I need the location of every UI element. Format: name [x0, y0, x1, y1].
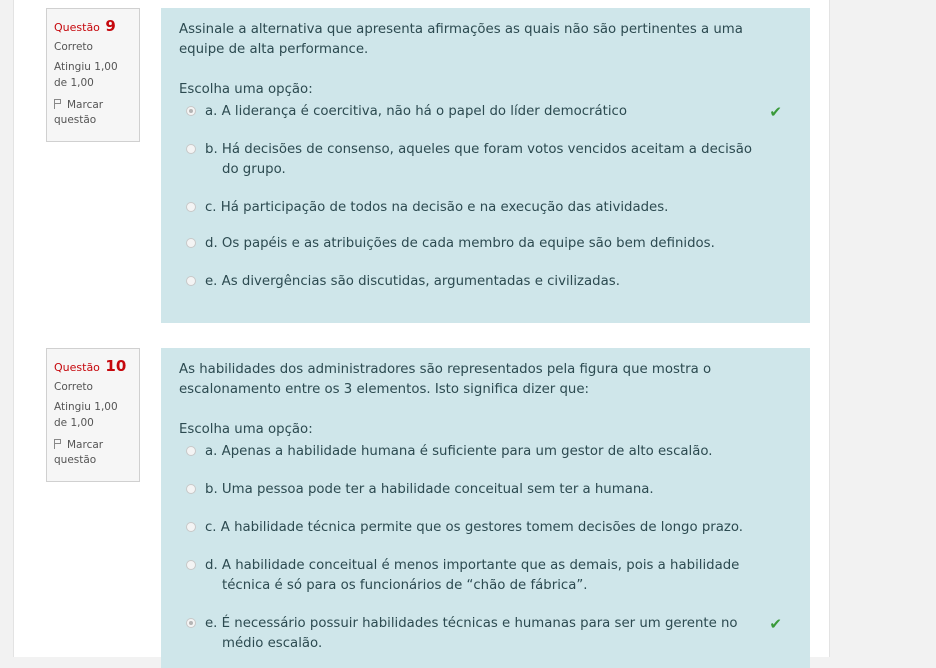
option-label: a. A liderança é coercitiva, não há o papel do líder democrático: [205, 104, 627, 119]
question-number-value: 10: [105, 357, 127, 375]
option-label: c. A habilidade técnica permite que os gestores tomem decisões de longo prazo.: [205, 520, 743, 535]
option-label: b. Há decisões de consenso, aqueles que foram votos vencidos aceitam a decisão do grupo.: [205, 142, 752, 177]
answer-options: [179, 442, 792, 654]
answer-option[interactable]: [179, 140, 792, 180]
question-text: As habilidades dos administradores são representados pela figura que mostra o escalonamento entre os 3 elementos. Isto significa dizer que:: [179, 362, 712, 397]
question-number: [54, 357, 132, 375]
answer-option[interactable]: [179, 556, 792, 596]
question-state: Correto: [54, 41, 93, 53]
answer-option[interactable]: [179, 102, 792, 122]
flag-question-link[interactable]: [54, 438, 132, 470]
answer-option[interactable]: [179, 442, 792, 462]
check-icon: ✔: [769, 615, 782, 633]
radio-button[interactable]: [186, 106, 196, 116]
answer-option[interactable]: [179, 614, 792, 654]
check-icon: ✔: [769, 103, 782, 121]
answer-option[interactable]: [179, 198, 792, 218]
flag-icon: [54, 439, 63, 449]
answer-prompt: Escolha uma opção:: [179, 82, 313, 97]
answer-prompt: Escolha uma opção:: [179, 422, 313, 437]
radio-button[interactable]: [186, 276, 196, 286]
option-label: b. Uma pessoa pode ter a habilidade conceitual sem ter a humana.: [205, 482, 654, 497]
question-state: Correto: [54, 381, 93, 393]
radio-button[interactable]: [186, 560, 196, 570]
option-label: a. Apenas a habilidade humana é suficiente para um gestor de alto escalão.: [205, 444, 713, 459]
radio-button[interactable]: [186, 446, 196, 456]
question-number-value: 9: [105, 17, 116, 35]
question-text: Assinale a alternativa que apresenta afirmações as quais não são pertinentes a uma equipe de alta performance.: [179, 22, 743, 57]
question-grade: Atingiu 1,00 de 1,00: [54, 61, 118, 89]
flag-label: Marcar questão: [54, 438, 104, 467]
radio-button[interactable]: [186, 484, 196, 494]
option-label: d. Os papéis e as atribuições de cada membro da equipe são bem definidos.: [205, 236, 715, 251]
answer-option[interactable]: [179, 480, 792, 500]
radio-button[interactable]: [186, 144, 196, 154]
answer-option[interactable]: [179, 234, 792, 254]
flag-icon: [54, 99, 63, 109]
radio-button[interactable]: [186, 238, 196, 248]
question-grade: Atingiu 1,00 de 1,00: [54, 401, 118, 429]
question-info: [46, 348, 140, 482]
question-info: [46, 8, 140, 142]
flag-question-link[interactable]: [54, 98, 132, 130]
flag-label: Marcar questão: [54, 98, 104, 127]
radio-button[interactable]: [186, 618, 196, 628]
option-label: e. É necessário possuir habilidades técnicas e humanas para ser um gerente no médio escalão.: [205, 616, 738, 651]
question-content: [161, 348, 810, 668]
question-number: [54, 17, 132, 35]
question-label: Questão: [54, 21, 100, 34]
question-label: Questão: [54, 361, 100, 374]
option-label: c. Há participação de todos na decisão e na execução das atividades.: [205, 200, 669, 215]
answer-option[interactable]: [179, 518, 792, 538]
answer-options: [179, 102, 792, 292]
question-content: [161, 8, 810, 323]
answer-option[interactable]: [179, 272, 792, 292]
option-label: e. As divergências são discutidas, argumentadas e civilizadas.: [205, 274, 620, 289]
radio-button[interactable]: [186, 202, 196, 212]
page-content: [13, 0, 830, 657]
radio-button[interactable]: [186, 522, 196, 532]
option-label: d. A habilidade conceitual é menos importante que as demais, pois a habilidade técnica é só para os funcionários de “chão de fábrica”.: [205, 558, 740, 593]
